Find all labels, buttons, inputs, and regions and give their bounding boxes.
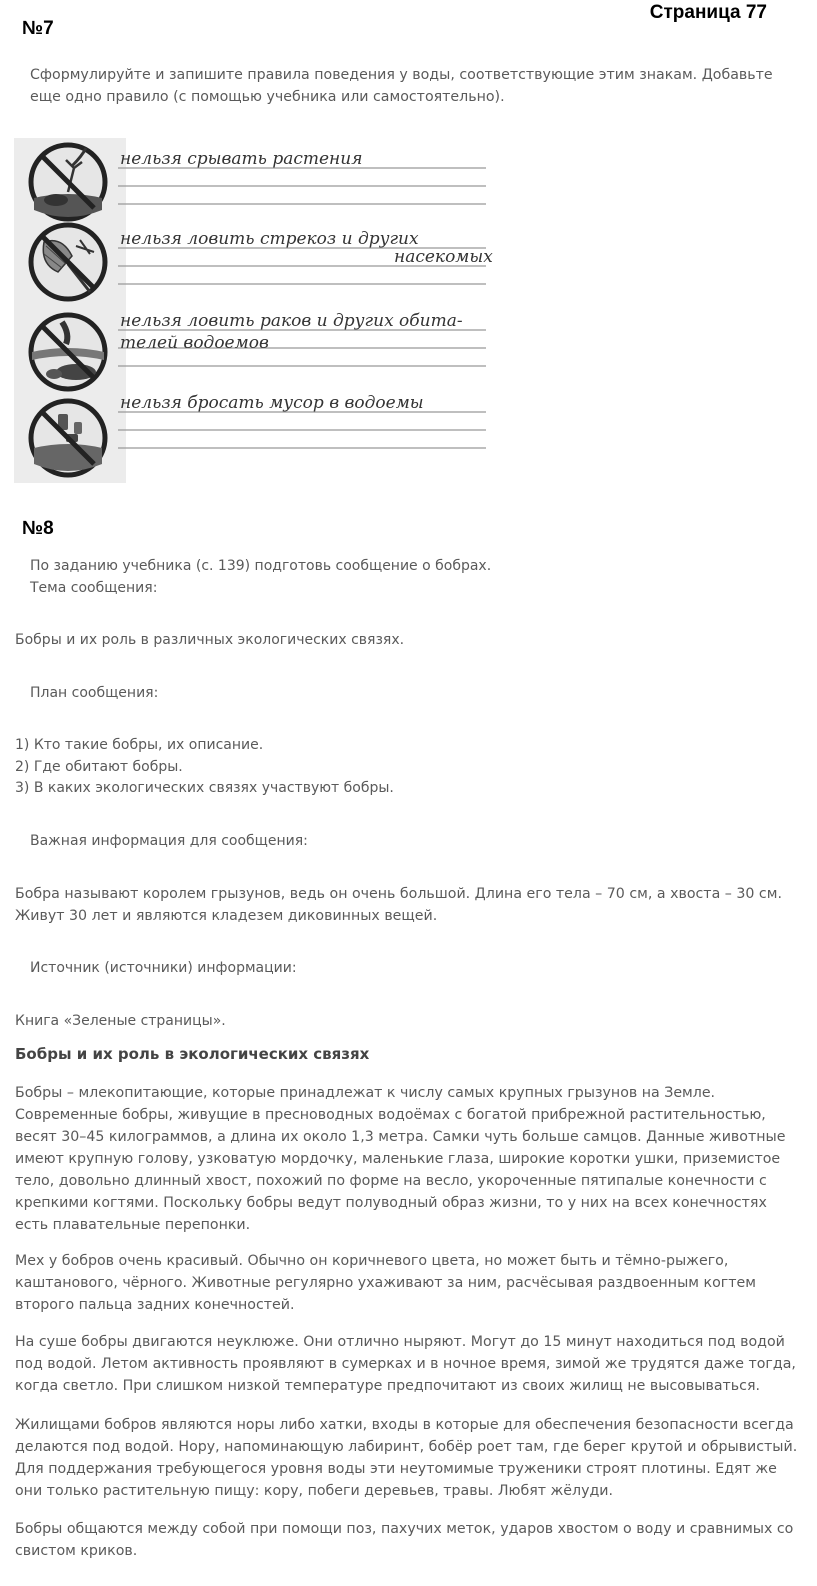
plan-item-3: 3) В каких экологических связях участвуют бобры.	[15, 780, 394, 796]
no-catching-crayfish-icon	[31, 315, 105, 389]
rule-1-line-1: нельзя срывать растения	[120, 149, 363, 169]
page-label: Страница 77	[649, 2, 767, 23]
rule-3-line-2: телей водоемов	[120, 333, 269, 353]
paragraph-4: Жилищами бобров являются норы либо хатки, входы в которые для обеспечения безопасности всегда делаются под водой. Нору, напоминающую лабиринт, бобёр роет там, где берег крутой и обрывистый. Для поддержания требующегося уровня воды эти неутомимые труженики строят плотины. Едят же они только растительную пищу: кору, побеги деревьев, травы. Любят жёлуди.	[15, 1417, 798, 1499]
topic-label: Тема сообщения:	[30, 580, 158, 596]
task7-number: №7	[22, 18, 54, 39]
no-catching-insects-icon	[31, 225, 105, 299]
rule-2-line-2: насекомых	[394, 247, 493, 267]
paragraph-1: Бобры – млекопитающие, которые принадлежат к числу самых крупных грызунов на Земле. Современные бобры, живущие в пресноводных водоёмах с богатой прибрежной растительностью, весят 30–45 килограммов, а длина их около 1,3 метра. Самки чуть больше самцов. Данные животные имеют крупную голову, узковатую мордочку, маленькие глаза, широкие коротки ушки, приземистое тело, довольно длинный хвост, похожий по форме на весло, укороченные пятипалые конечности с крепкими когтями. Поскольку бобры ведут полуводный образ жизни, то у них на всех конечностях есть плавательные перепонки.	[15, 1085, 786, 1233]
source-label: Источник (источники) информации:	[30, 960, 297, 976]
paragraph-2: Мех у бобров очень красивый. Обычно он коричневого цвета, но может быть и тёмно-рыжего, каштанового, чёрного. Животные регулярно ухаживают за ним, расчёсывая раздвоенным когтем второго пальца задних конечностей.	[15, 1253, 756, 1313]
rule-4-line-1: нельзя бросать мусор в водоемы	[120, 393, 424, 413]
paragraph-3: На суше бобры двигаются неуклюже. Они отлично ныряют. Могут до 15 минут находиться под водой под водой. Летом активность проявляют в сумерках и в ночное время, зимой же трудятся даже тогда, когда светло. При слишком низкой температуре предпочитают из своих жилищ не высовываться.	[15, 1334, 796, 1394]
rule-3-line-1: нельзя ловить раков и других обита-	[120, 311, 463, 331]
plan-label: План сообщения:	[30, 685, 159, 701]
worksheet-image	[14, 138, 494, 483]
plan-item-1: 1) Кто такие бобры, их описание.	[15, 737, 264, 753]
info-text: Бобра называют королем грызунов, ведь он очень большой. Длина его тела – 70 см, а хвоста – 30 см. Живут 30 лет и являются кладезем диковинных вещей.	[15, 886, 782, 924]
no-picking-plants-icon	[31, 145, 105, 219]
task7-instruction: Сформулируйте и запишите правила поведения у воды, соответствующие этим знакам. Добавьте еще одно правило (с помощью учебника или самостоятельно).	[30, 67, 773, 105]
task8-instruction: По заданию учебника (с. 139) подготовь сообщение о бобрах.	[30, 558, 492, 574]
task8-number: №8	[22, 518, 54, 539]
source-text: Книга «Зеленые страницы».	[15, 1013, 226, 1029]
topic-text: Бобры и их роль в различных экологических связях.	[15, 632, 405, 648]
rule-2-line-1: нельзя ловить стрекоз и других	[120, 229, 419, 249]
info-label: Важная информация для сообщения:	[30, 833, 308, 849]
plan-item-2: 2) Где обитают бобры.	[15, 759, 183, 775]
paragraph-5: Бобры общаются между собой при помощи поз, пахучих меток, ударов хвостом о воду и сравнимых со свистом криков.	[15, 1521, 794, 1559]
no-littering-icon	[31, 401, 105, 475]
section-title: Бобры и их роль в экологических связях	[15, 1045, 370, 1063]
